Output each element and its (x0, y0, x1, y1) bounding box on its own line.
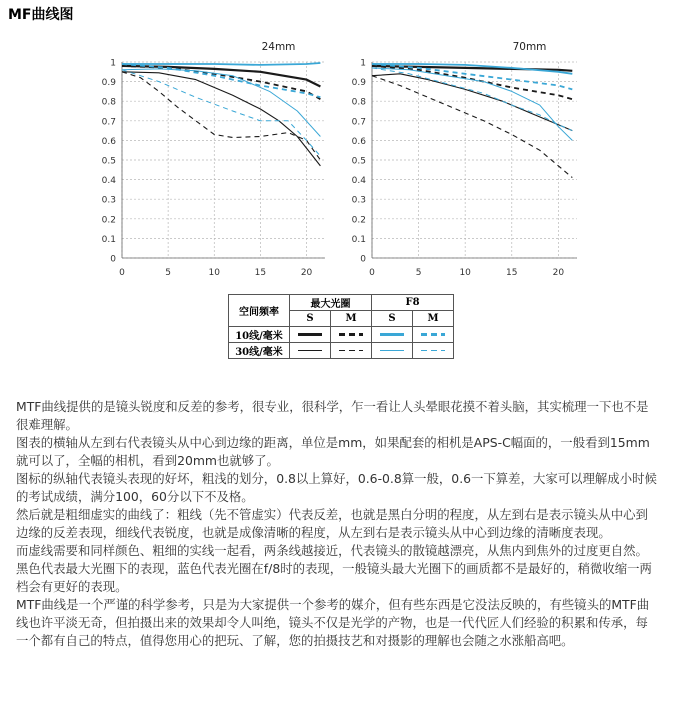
x-tick-label: 20 (300, 268, 313, 278)
legend-swatch (290, 343, 331, 359)
legend-swatch (331, 327, 372, 343)
legend-col-m: M (331, 311, 372, 327)
page-title: MF曲线图 (8, 7, 74, 23)
y-tick-label: 0 (360, 254, 366, 265)
x-tick-label: 20 (552, 268, 565, 278)
x-tick-label: 0 (369, 268, 375, 278)
x-tick-label: 5 (415, 268, 422, 278)
y-tick-label: 0.4 (351, 176, 366, 187)
legend-swatch (413, 327, 454, 343)
legend-col-m: M (413, 311, 454, 327)
paragraph: 图表的横轴从左到右代表镜头从中心到边缘的距离，单位是mm，如果配套的相机是APS-C幅面的，一般看到15mm就可以了，全幅的相机，看到20mm也就够了。 (16, 435, 650, 468)
legend-swatch (290, 327, 331, 343)
y-tick-label: 0.6 (351, 136, 366, 147)
mtf-chart-1 (352, 41, 577, 278)
y-tick-label: 0.9 (101, 78, 116, 89)
y-tick-label: 0.8 (101, 97, 116, 108)
x-tick-label: 10 (208, 268, 220, 278)
y-tick-label: 0.3 (351, 195, 366, 206)
paragraph: 然后就是粗细虚实的曲线了：粗线（先不管虚实）代表反差，也就是黑白分明的程度，从左到右是表示镜头从中心到边缘的反差表现，细线代表锐度，也就是成像清晰的程度，从左到右是表示镜头从中心到边缘的清晰度表现。 (16, 507, 648, 540)
legend-group-f8: F8 (372, 295, 454, 311)
paragraph: 图标的纵轴代表镜头表现的好坏，粗浅的划分，0.8以上算好，0.6-0.8算一般，0.6一下算差，大家可以理解成小时候的考试成绩，满分100，60分以下不及格。 (16, 471, 657, 504)
paragraph: 而虚线需要和同样颜色、粗细的实线一起看，两条线越接近，代表镜头的散镜越漂亮，从焦内到焦外的过度更自然。 (16, 543, 648, 558)
y-tick-label: 0.2 (101, 215, 116, 226)
y-tick-label: 0.3 (101, 195, 116, 206)
legend-row-30: 30线/毫米 (229, 343, 290, 359)
legend-swatch (331, 343, 372, 359)
mtf-chart-0 (102, 41, 325, 278)
series-line-bl-thin-m (122, 70, 320, 156)
legend-swatch (413, 343, 454, 359)
y-tick-label: 1 (360, 58, 366, 69)
series-line-bk-thick-m (122, 66, 320, 99)
legend-header: 空间频率 (229, 295, 290, 327)
series-line-bl-thick-s (122, 63, 320, 65)
y-tick-label: 0.1 (101, 234, 116, 245)
chart-title: 24mm (261, 41, 296, 53)
chart-title: 70mm (512, 41, 547, 53)
y-tick-label: 0.4 (101, 176, 116, 187)
y-tick-label: 0.7 (101, 117, 116, 128)
y-tick-label: 0 (110, 254, 116, 265)
y-tick-label: 0.8 (351, 97, 366, 108)
x-tick-label: 10 (459, 268, 471, 278)
legend-col-s: S (290, 311, 331, 327)
article-body (16, 398, 660, 650)
series-line-bk-thin-s (122, 72, 320, 166)
x-tick-label: 0 (119, 268, 125, 278)
y-tick-label: 1 (110, 58, 116, 69)
legend-swatch (372, 343, 413, 359)
x-tick-label: 15 (506, 268, 518, 278)
y-tick-label: 0.1 (351, 234, 366, 245)
y-tick-label: 0.7 (351, 117, 366, 128)
series-line-bl-thin-m (372, 68, 572, 131)
series-line-bk-thin-s (372, 74, 572, 131)
mtf-charts (0, 0, 673, 290)
legend-swatch (372, 327, 413, 343)
paragraph: MTF曲线是一个严谨的科学参考，只是为大家提供一个参考的媒介，但有些东西是它没法反映的，有些镜头的MTF曲线也许平淡无奇，但拍摄出来的效果却令人叫绝，镜头不仅是光学的产物，也是一代代匠人们经验的积累和传承，每一个都有自己的特点，值得您用心的把玩、了解，您的拍摄技艺和对摄影的理解也会随之水涨船高吧。 (16, 597, 650, 648)
paragraph: 黑色代表最大光圈下的表现，蓝色代表光圈在f/8时的表现，一般镜头最大光圈下的画质都不是最好的，稍微收缩一两档会有更好的表现。 (16, 561, 652, 594)
legend-col-s: S (372, 311, 413, 327)
x-tick-label: 5 (165, 268, 172, 278)
series-line-bk-thin-m (372, 76, 572, 178)
y-tick-label: 0.5 (101, 156, 116, 167)
legend-table (228, 294, 454, 359)
legend-row-10: 10线/毫米 (229, 327, 290, 343)
legend-group-max-aperture: 最大光圈 (290, 295, 372, 311)
x-tick-label: 15 (254, 268, 267, 278)
y-tick-label: 0.6 (101, 136, 116, 147)
y-tick-label: 0.2 (351, 215, 366, 226)
y-tick-label: 0.9 (351, 78, 366, 89)
y-tick-label: 0.5 (351, 156, 366, 167)
series-line-bk-thin-m (122, 72, 320, 160)
paragraph: MTF曲线提供的是镜头锐度和反差的参考，很专业，很科学，乍一看让人头晕眼花摸不着头脑，其实梳理一下也不是很难理解。 (16, 399, 649, 432)
